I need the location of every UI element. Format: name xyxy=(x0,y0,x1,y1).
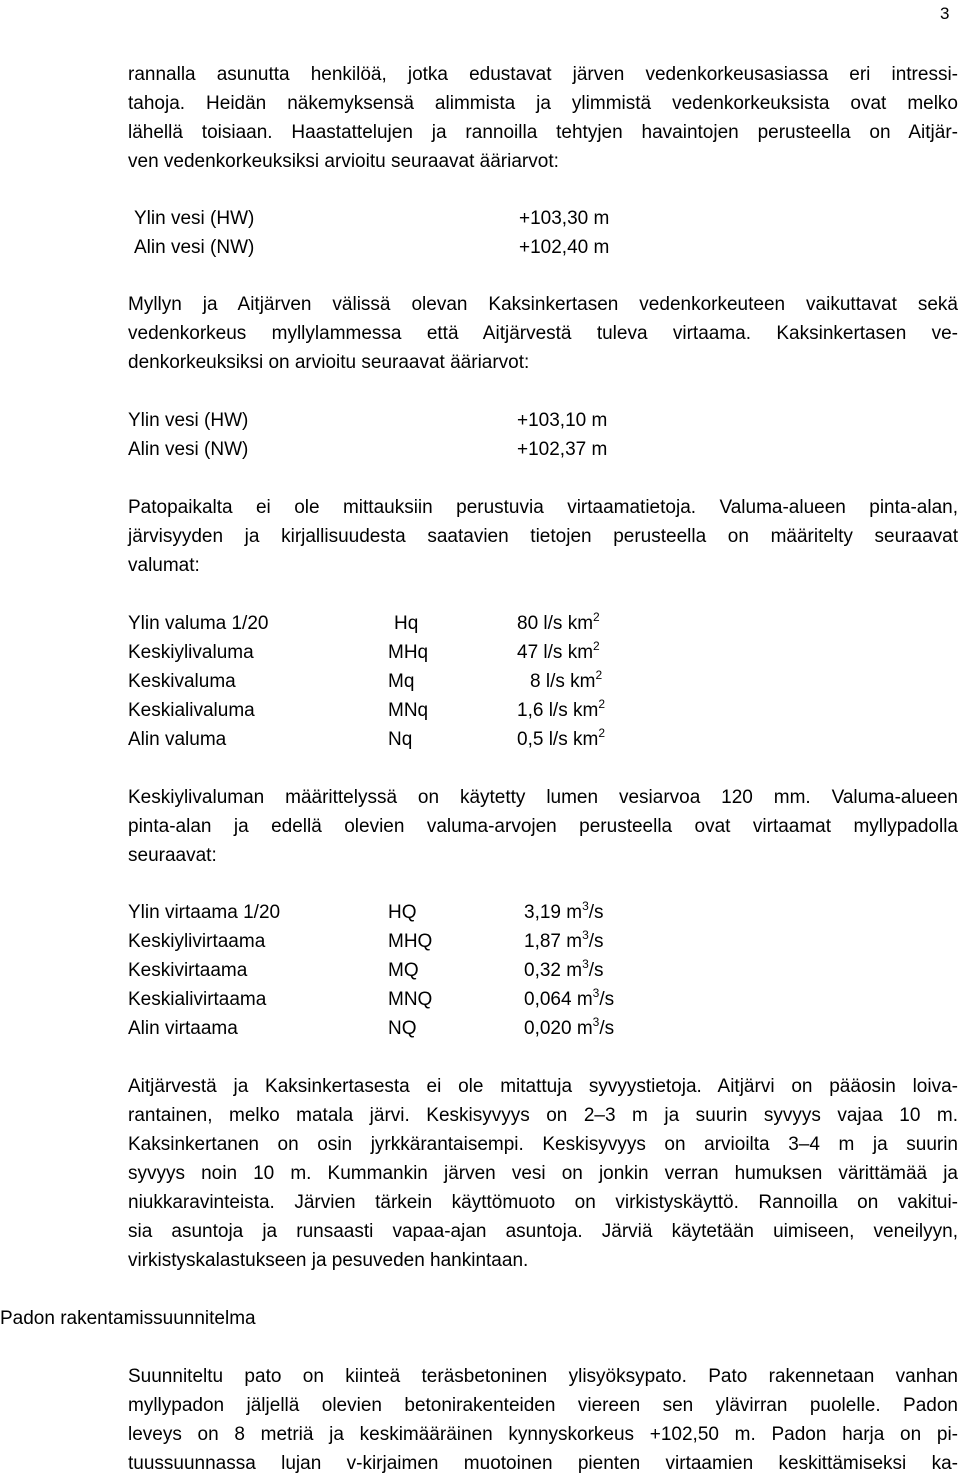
section-heading: Padon rakentamissuunnitelma xyxy=(0,1308,256,1329)
paragraph-4-line: seuraavat: xyxy=(128,845,217,866)
paragraph-5-line: sia asuntoja ja runsaasti vapaa-ajan asuntoja. Järviä käytetään uimiseen, veneilyyn, xyxy=(128,1221,958,1242)
paragraph-1-line: tahoja. Heidän näkemyksensä alimmista ja ylimmistä vedenkorkeuksista ovat melko xyxy=(128,93,958,114)
paragraph-4-line: pinta-alan ja edellä olevien valuma-arvojen perusteella ovat virtaamat myllypadolla xyxy=(128,816,958,837)
paragraph-5-line: syvyys noin 10 m. Kummankin järven vesi on jonkin verran humuksen värittämää ja xyxy=(128,1163,958,1184)
flow-name: Keskialivirtaama xyxy=(128,989,267,1010)
runoff-name: Keskivaluma xyxy=(128,671,236,692)
runoff-name: Alin valuma xyxy=(128,729,227,750)
paragraph-6-line: leveys on 8 metriä ja keskimääräinen kynnyskorkeus +102,50 m. Padon harja on pi- xyxy=(128,1424,958,1445)
paragraph-6-line: myllypadon jäljellä olevien betonirakenteiden viereen sen ylävirran puolelle. Padon xyxy=(128,1395,958,1416)
runoff-name: Ylin valuma 1/20 xyxy=(128,613,269,634)
flow-value: 1,87 $m^3/s$ xyxy=(524,928,604,952)
flow-name: Ylin virtaama 1/20 xyxy=(128,902,281,923)
paragraph-5-line: Kaksinkertanen on osin jyrkkärantaisempi. Keskisyvyys on arvioilta 3–4 m ja suurin xyxy=(128,1134,958,1155)
paragraph-5-line: niukkaravinteista. Järvien tärkein käyttömuoto on virkistyskäyttö. Rannoilla on vakitui- xyxy=(128,1192,958,1213)
paragraph-2-line: vedenkorkeus myllylammessa että Aitjärvestä tuleva virtaama. Kaksinkertasen ve- xyxy=(128,323,958,344)
paragraph-3-line: järvisyyden ja kirjallisuudesta saatavien tietojen perusteella on määritelty seuraavat xyxy=(128,526,958,547)
paragraph-1-line: rannalla asunutta henkilöä, jotka edustavat järven vedenkorkeusasiassa eri intressi- xyxy=(128,64,958,85)
paragraph-3-line: Patopaikalta ei ole mittauksiin perustuvia virtaamatietoja. Valuma-alueen pinta-alan, xyxy=(128,497,958,518)
flow-symbol: HQ xyxy=(388,902,417,923)
flow-value: 0,32 $m^3/s$ xyxy=(524,957,604,981)
flow-name: Alin virtaama xyxy=(128,1018,238,1039)
flow-value: 0,020 $m^3/s$ xyxy=(524,1015,615,1039)
page-number: 3 xyxy=(940,4,950,23)
level-label: Ylin vesi (HW) xyxy=(134,208,255,229)
flow-symbol: NQ xyxy=(388,1018,417,1039)
flow-value: 0,064 $m^3/s$ xyxy=(524,986,615,1010)
runoff-symbol: Mq xyxy=(388,671,415,692)
paragraph-6-line: tuussuunnassa lujan v-kirjaimen muotoinen pienten virtaamien keskittämiseksi ka- xyxy=(128,1453,958,1474)
level-value: +103,10 m xyxy=(517,410,608,431)
flow-value: 3,19 $m^3/s$ xyxy=(524,899,604,923)
level-value: +103,30 m xyxy=(519,208,610,229)
runoff-name: Keskiylivaluma xyxy=(128,642,254,663)
paragraph-5-line: virkistyskalastukseen ja pesuveden hankintaan. xyxy=(128,1250,529,1271)
paragraph-4-line: Keskiylivaluman määrittelyssä on käytetty lumen vesiarvoa 120 mm. Valuma-alueen xyxy=(128,787,958,808)
runoff-name: Keskialivaluma xyxy=(128,700,255,721)
paragraph-5-line: rantainen, melko matala järvi. Keskisyvyys on 2–3 m ja suurin syvyys vajaa 10 m. xyxy=(128,1105,958,1126)
runoff-symbol: MNq xyxy=(388,700,429,721)
paragraph-2-line: denkorkeuksiksi on arvioitu seuraavat ääriarvot: xyxy=(128,352,530,373)
paragraph-5-line: Aitjärvestä ja Kaksinkertasesta ei ole mitattuja syvyystietoja. Aitjärvi on pääosin loiva- xyxy=(128,1076,958,1097)
runoff-value: 1,6 l/s $km^2$ xyxy=(517,697,605,721)
runoff-symbol: Hq xyxy=(394,613,419,634)
runoff-value: 80 l/s $km^2$ xyxy=(517,610,600,634)
level-value: +102,37 m xyxy=(517,439,608,460)
paragraph-1-line: ven vedenkorkeuksiksi arvioitu seuraavat ääriarvot: xyxy=(128,151,559,172)
level-label: Alin vesi (NW) xyxy=(128,439,249,460)
runoff-value: 8 l/s $km^2$ xyxy=(530,668,603,692)
runoff-value: 47 l/s $km^2$ xyxy=(517,639,600,663)
flow-name: Keskiylivirtaama xyxy=(128,931,266,952)
flow-name: Keskivirtaama xyxy=(128,960,248,981)
paragraph-6-line: Suunniteltu pato on kiinteä teräsbetoninen ylisyöksypato. Pato rakennetaan vanhan xyxy=(128,1366,958,1387)
flow-symbol: MNQ xyxy=(388,989,433,1010)
runoff-value: 0,5 l/s $km^2$ xyxy=(517,726,605,750)
paragraph-2-line: Myllyn ja Aitjärven välissä olevan Kaksinkertasen vedenkorkeuteen vaikuttavat sekä xyxy=(128,294,958,315)
runoff-symbol: MHq xyxy=(388,642,429,663)
level-label: Alin vesi (NW) xyxy=(134,237,255,258)
paragraph-1-line: lähellä toisiaan. Haastattelujen ja rannoilla tehtyjen havaintojen perusteella on Aitjär- xyxy=(128,122,958,143)
flow-symbol: MHQ xyxy=(388,931,433,952)
level-value: +102,40 m xyxy=(519,237,610,258)
flow-symbol: MQ xyxy=(388,960,419,981)
paragraph-3-line: valumat: xyxy=(128,555,200,576)
level-label: Ylin vesi (HW) xyxy=(128,410,249,431)
runoff-symbol: Nq xyxy=(388,729,413,750)
